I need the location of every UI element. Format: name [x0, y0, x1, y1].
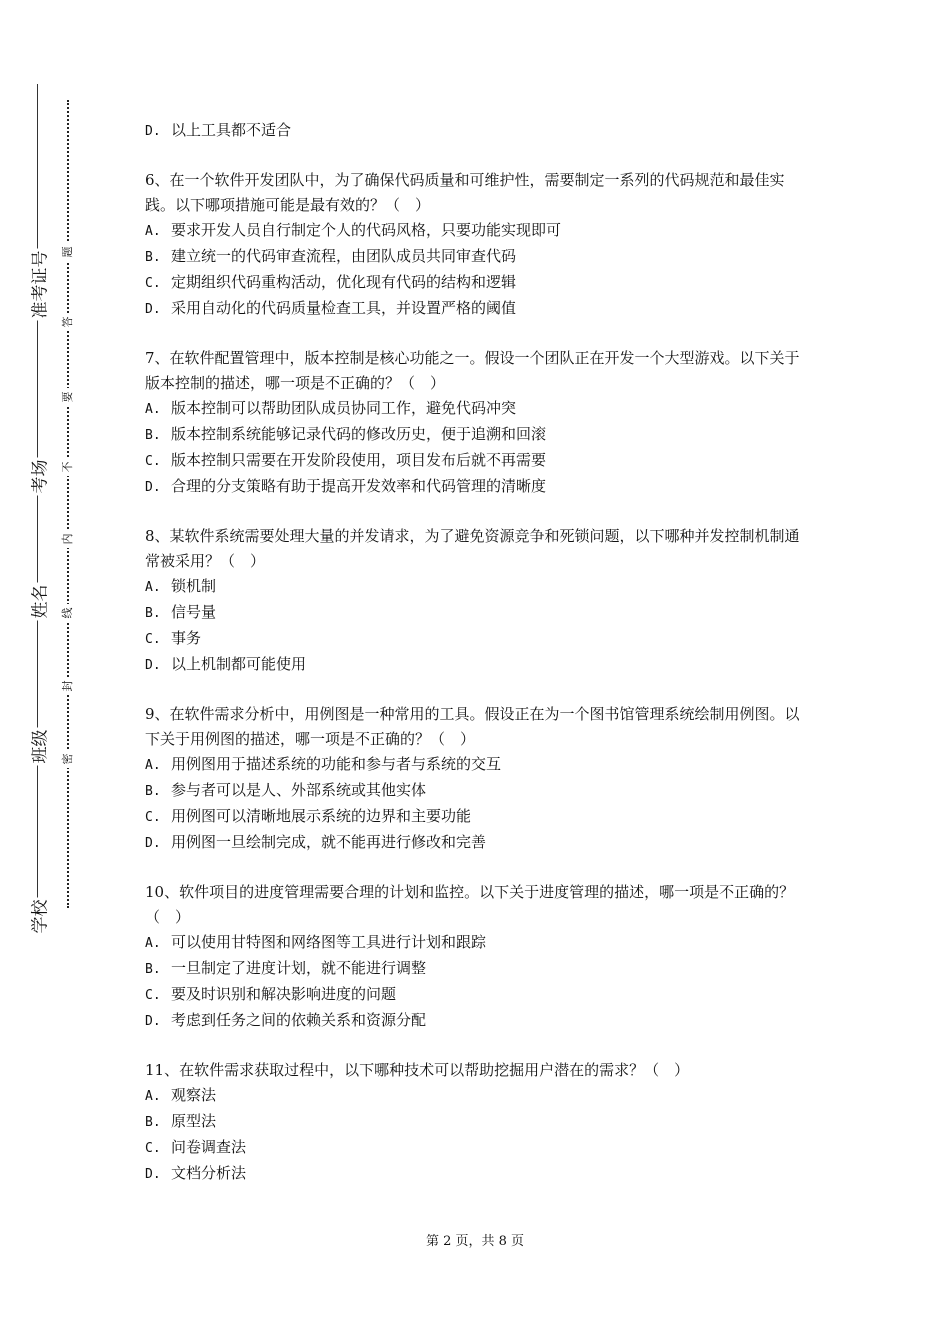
exam-room-label: 考场: [30, 459, 51, 494]
question-stem: 8、某软件系统需要处理大量的并发请求，为了避免资源竞争和死锁问题，以下哪种并发控制机制通常被采用？（ ）: [145, 527, 800, 570]
seal-char: 不: [59, 458, 77, 476]
seal-char: 密: [59, 750, 77, 768]
option: C. 定期组织代码重构活动，优化现有代码的结构和逻辑: [145, 273, 517, 291]
question-6: [145, 168, 810, 322]
seal-char: 答: [59, 313, 77, 331]
option: D. 采用自动化的代码质量检查工具，并设置严格的阈值: [145, 299, 517, 317]
option: D. 用例图一旦绘制完成，就不能再进行修改和完善: [145, 833, 487, 851]
binding-margin: [0, 0, 110, 1344]
seal-char: 题: [59, 243, 77, 261]
question-stem: 6、在一个软件开发团队中，为了确保代码质量和可维护性，需要制定一系列的代码规范和最佳实践。以下哪项措施可能是最有效的？（ ）: [145, 171, 785, 214]
option: C. 问卷调查法: [145, 1138, 247, 1156]
option: B. 原型法: [145, 1112, 217, 1130]
option: D. 文档分析法: [145, 1164, 247, 1182]
option: A. 要求开发人员自行制定个人的代码风格，只要功能实现即可: [145, 221, 562, 239]
exam-id-label: 准考证号: [30, 250, 51, 319]
option: D. 合理的分支策略有助于提高开发效率和代码管理的清晰度: [145, 477, 547, 495]
option: B. 建立统一的代码审查流程，由团队成员共同审查代码: [145, 247, 517, 265]
seal-dotted-line: [67, 100, 69, 908]
page-number: 第 2 页，共 8 页: [425, 1234, 525, 1249]
question-9: [145, 702, 810, 856]
binding-solid-line: [37, 84, 38, 924]
option: B. 信号量: [145, 603, 217, 621]
question-5-continued: [145, 118, 810, 144]
school-label: 学校: [30, 899, 51, 934]
option: A. 观察法: [145, 1086, 217, 1104]
question-stem: 7、在软件配置管理中，版本控制是核心功能之一。假设一个团队正在开发一个大型游戏。以下关于版本控制的描述，哪一项是不正确的？（ ）: [145, 349, 800, 392]
name-label: 姓名: [30, 584, 51, 619]
option: A. 锁机制: [145, 577, 217, 595]
question-11: [145, 1058, 810, 1187]
seal-char: 内: [59, 530, 77, 548]
question-8: [145, 524, 810, 678]
option: D. 以上机制都可能使用: [145, 655, 307, 673]
question-10: [145, 880, 810, 1034]
option: A. 版本控制可以帮助团队成员协同工作，避免代码冲突: [145, 399, 517, 417]
option: C. 用例图可以清晰地展示系统的边界和主要功能: [145, 807, 472, 825]
option: B. 参与者可以是人、外部系统或其他实体: [145, 781, 427, 799]
option: C. 版本控制只需要在开发阶段使用，项目发布后就不再需要: [145, 451, 547, 469]
option: D. 考虑到任务之间的依赖关系和资源分配: [145, 1011, 427, 1029]
question-7: [145, 346, 810, 500]
option: C. 要及时识别和解决影响进度的问题: [145, 985, 397, 1003]
seal-char: 线: [59, 604, 77, 622]
question-stem: 10、软件项目的进度管理需要合理的计划和监控。以下关于进度管理的描述，哪一项是不正确的？（ ）: [145, 883, 795, 926]
option: B. 版本控制系统能够记录代码的修改历史，便于追溯和回滚: [145, 425, 547, 443]
option: A. 用例图用于描述系统的功能和参与者与系统的交互: [145, 755, 502, 773]
option: B. 一旦制定了进度计划，就不能进行调整: [145, 959, 427, 977]
option: D. 以上工具都不适合: [145, 121, 292, 139]
option: C. 事务: [145, 629, 202, 647]
option: A. 可以使用甘特图和网络图等工具进行计划和跟踪: [145, 933, 487, 951]
seal-char: 要: [59, 388, 77, 406]
question-stem: 9、在软件需求分析中，用例图是一种常用的工具。假设正在为一个图书馆管理系统绘制用例图。以下关于用例图的描述，哪一项是不正确的？（ ）: [145, 705, 800, 748]
question-list: [145, 118, 810, 1211]
seal-char: 封: [59, 677, 77, 695]
question-stem: 11、在软件需求获取过程中，以下哪种技术可以帮助挖掘用户潜在的需求？（ ）: [145, 1061, 690, 1079]
class-label: 班级: [30, 729, 51, 764]
